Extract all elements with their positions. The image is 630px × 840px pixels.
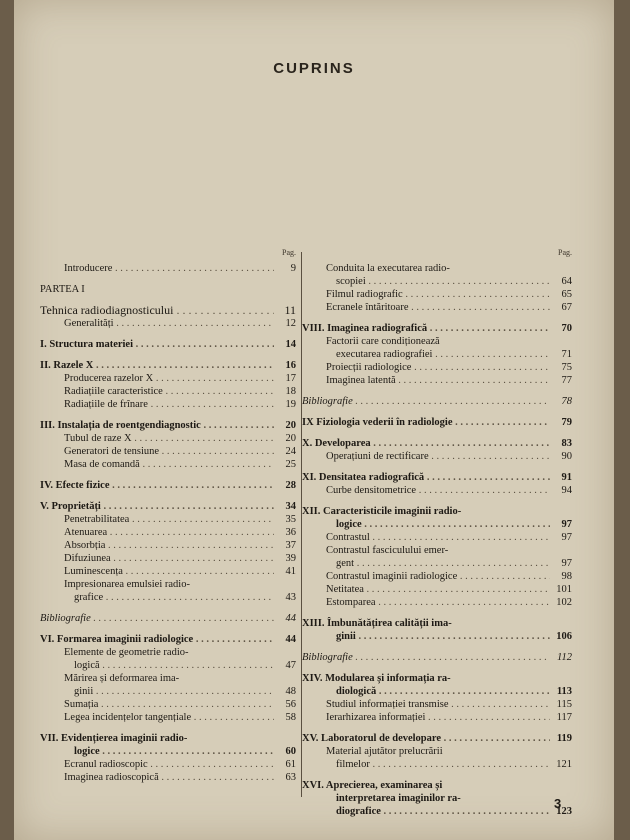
toc-entry — [302, 732, 572, 745]
toc-entry-title: Bibliografie . . . — [302, 395, 550, 408]
spacer — [302, 463, 572, 471]
toc-entry-title: IV. Efecte fizice . . . — [40, 479, 274, 492]
spacer — [302, 724, 572, 732]
toc-entry-title: Ecranul radioscopic . . . — [64, 758, 274, 771]
toc-entry — [40, 283, 296, 296]
toc-entry-title: Introducere . . . — [64, 262, 274, 275]
toc-entry-page: 41 — [285, 566, 296, 577]
toc-entry-title: XI. Densitatea radiografică . . . — [302, 471, 550, 484]
toc-entry — [302, 416, 572, 429]
toc-entry — [302, 395, 572, 408]
toc-entry-page: 94 — [561, 485, 572, 496]
toc-entry-title: Material ajutător prelucrării — [326, 746, 443, 757]
toc-entry-title: Elemente de geometrie radio- — [64, 647, 189, 658]
toc-entry-title: Factorii care condiționează — [326, 336, 440, 347]
toc-entry — [40, 539, 296, 552]
toc-entry-title: Tehnica radiodiagnosticului . . . — [40, 304, 274, 317]
toc-entry-title: Absorbția . . . — [64, 539, 274, 552]
toc-entry — [40, 612, 296, 625]
toc-entry-title: Ierarhizarea informației . . . — [326, 711, 550, 724]
toc-entry-title: interpretarea imaginilor ra- — [336, 793, 461, 804]
toc-entry — [40, 458, 296, 471]
toc-entry — [40, 317, 296, 330]
spacer — [40, 604, 296, 612]
toc-entry-title: logică . . . — [74, 659, 274, 672]
toc-entry-page: 91 — [561, 472, 572, 483]
toc-entry-title: XIII. Îmbunătățirea calității ima- — [302, 618, 452, 629]
spacer — [40, 724, 296, 732]
toc-entry — [302, 758, 572, 771]
toc-entry-page: 97 — [561, 532, 572, 543]
toc-entry — [302, 630, 572, 643]
toc-entry-page: 35 — [285, 514, 296, 525]
toc-entry-page: 24 — [285, 446, 296, 457]
toc-entry-page: 20 — [285, 433, 296, 444]
toc-entry — [302, 518, 572, 531]
toc-entry-title: III. Instalația de roentgendiagnostic . . . — [40, 419, 274, 432]
toc-entry — [40, 552, 296, 565]
toc-entry — [302, 505, 572, 518]
toc-entry-title: Contrastul fasciculului emer- — [326, 545, 449, 556]
toc-entry-page: 113 — [556, 686, 572, 697]
toc-entry — [40, 262, 296, 275]
toc-entry — [40, 758, 296, 771]
toc-entry — [40, 385, 296, 398]
toc-entry-title: Legea incidențelor tangențiale . . . — [64, 711, 274, 724]
toc-entry — [40, 526, 296, 539]
spacer — [40, 330, 296, 338]
toc-entry-page: 64 — [561, 276, 572, 287]
toc-entry-title: PARTEA I — [40, 284, 85, 295]
toc-entry — [40, 372, 296, 385]
toc-entry-title: Generalități . . . — [64, 317, 274, 330]
toc-entry-page: 11 — [284, 303, 296, 317]
toc-entry — [302, 583, 572, 596]
spacer — [40, 625, 296, 633]
toc-entry-page: 43 — [285, 592, 296, 603]
toc-entry-page: 63 — [285, 772, 296, 783]
toc-entry-title: Luminescența . . . — [64, 565, 274, 578]
toc-entry-title: IX Fiziologia vederii în radiologie . . . — [302, 416, 550, 429]
toc-entry — [302, 288, 572, 301]
toc-entry — [40, 698, 296, 711]
toc-entry — [302, 262, 572, 275]
toc-entry-page: 97 — [561, 558, 572, 569]
spacer — [40, 296, 296, 304]
toc-entry-title: Radiațiile caracteristice . . . — [64, 385, 274, 398]
toc-entry-page: 101 — [556, 584, 572, 595]
toc-entry-page: 71 — [561, 349, 572, 360]
toc-entry-page: 115 — [556, 699, 572, 710]
spacer — [40, 471, 296, 479]
toc-entry-title: Bibliografie . . . — [302, 651, 550, 664]
toc-entry-title: XVI. Aprecierea, examinarea și — [302, 780, 443, 791]
toc-entry-title: II. Razele X . . . — [40, 359, 274, 372]
toc-entry-page: 123 — [556, 806, 572, 817]
toc-entry — [302, 335, 572, 348]
toc-entry-page: 44 — [285, 634, 296, 645]
toc-entry-page: 9 — [290, 263, 296, 274]
spacer — [302, 664, 572, 672]
toc-entry — [40, 771, 296, 784]
toc-entry — [302, 792, 572, 805]
toc-entry-title: Mărirea și deformarea ima- — [64, 673, 180, 684]
toc-entry-page: 28 — [285, 480, 296, 491]
toc-entry-page: 106 — [556, 631, 572, 642]
toc-entry-page: 17 — [285, 373, 296, 384]
toc-entry — [302, 471, 572, 484]
spacer — [302, 387, 572, 395]
toc-entry-title: diografice . . . — [336, 805, 550, 818]
toc-entry-page: 83 — [561, 438, 572, 449]
toc-entry-title: Masa de comandă . . . — [64, 458, 274, 471]
spacer — [40, 275, 296, 283]
toc-entry — [40, 732, 296, 745]
toc-entry — [302, 450, 572, 463]
toc-entry-title: Conduita la executarea radio- — [326, 263, 450, 274]
toc-entry-page: 65 — [561, 289, 572, 300]
toc-entry — [302, 672, 572, 685]
toc-entry-page: 78 — [561, 396, 572, 407]
toc-entry-page: 34 — [285, 501, 296, 512]
toc-entry-title: XIV. Modularea și informația ra- — [302, 673, 451, 684]
spacer — [40, 492, 296, 500]
spacer — [302, 497, 572, 505]
toc-entry-page: 97 — [561, 519, 572, 530]
book-page — [14, 0, 614, 840]
toc-entry — [302, 348, 572, 361]
toc-entry — [302, 596, 572, 609]
toc-entry — [40, 304, 296, 317]
toc-entry-page: 37 — [285, 540, 296, 551]
toc-entry-title: V. Proprietăți . . . — [40, 500, 274, 513]
toc-entry — [302, 275, 572, 288]
toc-entry-title: Estomparea . . . — [326, 596, 550, 609]
toc-entry-page: 61 — [285, 759, 296, 770]
toc-entry-title: gent . . . — [336, 557, 550, 570]
toc-entry — [40, 633, 296, 646]
toc-entry — [40, 745, 296, 758]
toc-entry-page: 47 — [285, 660, 296, 671]
spacer — [302, 609, 572, 617]
toc-entry-page: 14 — [285, 339, 296, 350]
toc-entry — [40, 711, 296, 724]
page-column-label: Pag. — [558, 248, 572, 257]
toc-entry — [40, 432, 296, 445]
toc-left-column — [40, 248, 296, 784]
toc-entry — [40, 359, 296, 372]
toc-entry-title: X. Developarea . . . — [302, 437, 550, 450]
toc-entry-title: VII. Evidențierea imaginii radio- — [40, 733, 188, 744]
spacer — [302, 771, 572, 779]
toc-entry-title: Proiecții radiologice . . . — [326, 361, 550, 374]
toc-entry-title: I. Structura materiei . . . — [40, 338, 274, 351]
toc-entry — [40, 500, 296, 513]
toc-entry — [302, 805, 572, 818]
toc-entry — [40, 685, 296, 698]
toc-entry-title: ginii . . . — [336, 630, 550, 643]
spacer — [40, 411, 296, 419]
toc-entry — [302, 557, 572, 570]
toc-entry-page: 39 — [285, 553, 296, 564]
toc-entry — [302, 745, 572, 758]
page-column-label: Pag. — [282, 248, 296, 257]
toc-entry-title: Netitatea . . . — [326, 583, 550, 596]
toc-entry-title: Sumația . . . — [64, 698, 274, 711]
toc-entry-page: 48 — [285, 686, 296, 697]
toc-entry-page: 12 — [285, 318, 296, 329]
toc-entry-title: executarea radiografiei . . . — [336, 348, 550, 361]
toc-entry-title: Studiul informației transmise . . . — [326, 698, 550, 711]
toc-entry-title: Operațiuni de rectificare . . . — [326, 450, 550, 463]
toc-entry — [302, 617, 572, 630]
toc-entry-title: Producerea razelor X . . . — [64, 372, 274, 385]
toc-entry-title: Ecranele întăritoare . . . — [326, 301, 550, 314]
toc-entry-page: 112 — [557, 652, 572, 663]
toc-entry-title: VIII. Imaginea radiografică . . . — [302, 322, 550, 335]
page-number: 3 — [554, 796, 562, 811]
toc-entry-page: 117 — [556, 712, 572, 723]
toc-entry-title: Atenuarea . . . — [64, 526, 274, 539]
toc-entry-page: 70 — [561, 323, 572, 334]
spacer — [302, 408, 572, 416]
toc-entry-page: 56 — [285, 699, 296, 710]
spacer — [302, 429, 572, 437]
toc-entry-title: Difuziunea . . . — [64, 552, 274, 565]
toc-entry-title: Tubul de raze X . . . — [64, 432, 274, 445]
toc-entry — [302, 301, 572, 314]
toc-entry-title: Bibliografie . . . — [40, 612, 274, 625]
toc-entry-title: Penetrabilitatea . . . — [64, 513, 274, 526]
toc-entry — [302, 698, 572, 711]
toc-entry — [40, 338, 296, 351]
toc-entry — [302, 374, 572, 387]
toc-entry — [302, 484, 572, 497]
toc-entry — [40, 513, 296, 526]
toc-right-column — [302, 248, 572, 818]
page-title: CUPRINS — [273, 60, 355, 77]
toc-entry-page: 19 — [285, 399, 296, 410]
toc-entry-title: Contrastul imaginii radiologice . . . — [326, 570, 550, 583]
toc-entry-title: XII. Caracteristicile imaginii radio- — [302, 506, 462, 517]
toc-entry — [302, 779, 572, 792]
toc-entry-title: XV. Laboratorul de developare . . . — [302, 732, 550, 745]
toc-entry-title: ginii . . . — [74, 685, 274, 698]
toc-entry-title: VI. Formarea imaginii radiologice . . . — [40, 633, 274, 646]
toc-entry — [40, 646, 296, 659]
toc-entry-page: 60 — [285, 746, 296, 757]
toc-entry — [302, 361, 572, 374]
toc-entry — [302, 685, 572, 698]
toc-entry — [40, 659, 296, 672]
toc-entry-title: grafice . . . — [74, 591, 274, 604]
toc-entry — [40, 565, 296, 578]
toc-entry — [302, 544, 572, 557]
toc-entry-page: 98 — [561, 571, 572, 582]
toc-entry-title: Generatori de tensiune . . . — [64, 445, 274, 458]
toc-entry-title: Impresionarea emulsiei radio- — [64, 579, 190, 590]
toc-entry — [302, 651, 572, 664]
toc-entry — [40, 479, 296, 492]
toc-entry — [40, 591, 296, 604]
toc-entry-title: diologică . . . — [336, 685, 550, 698]
toc-entry-title: logice . . . — [74, 745, 274, 758]
toc-entry — [302, 531, 572, 544]
toc-entry-title: Contrastul . . . — [326, 531, 550, 544]
toc-entry-title: filmelor . . . — [336, 758, 550, 771]
toc-entry-title: Filmul radiografic . . . — [326, 288, 550, 301]
toc-entry — [40, 398, 296, 411]
toc-entry-page: 58 — [285, 712, 296, 723]
toc-entry — [40, 419, 296, 432]
toc-entry — [40, 672, 296, 685]
toc-entry — [302, 437, 572, 450]
toc-entry-page: 119 — [556, 733, 572, 744]
toc-entry-title: scopiei . . . — [336, 275, 550, 288]
spacer — [40, 351, 296, 359]
toc-entry-title: logice . . . — [336, 518, 550, 531]
toc-entry-page: 102 — [556, 597, 572, 608]
toc-entry — [302, 570, 572, 583]
toc-entry-page: 90 — [561, 451, 572, 462]
toc-entry — [302, 322, 572, 335]
toc-entry-title: Imaginea radioscopică . . . — [64, 771, 274, 784]
toc-entry-page: 44 — [285, 613, 296, 624]
toc-entry-title: Radiațiile de frînare . . . — [64, 398, 274, 411]
toc-entry-page: 121 — [556, 759, 572, 770]
toc-entry — [302, 711, 572, 724]
toc-entry-page: 25 — [285, 459, 296, 470]
toc-entry-page: 67 — [561, 302, 572, 313]
spacer — [302, 314, 572, 322]
toc-entry-page: 18 — [285, 386, 296, 397]
toc-entry-page: 36 — [285, 527, 296, 538]
toc-entry-page: 75 — [561, 362, 572, 373]
toc-entry-title: Curbe densitometrice . . . — [326, 484, 550, 497]
spacer — [302, 643, 572, 651]
toc-entry-page: 79 — [561, 417, 572, 428]
toc-entry — [40, 578, 296, 591]
toc-entry-title: Imaginea latentă . . . — [326, 374, 550, 387]
toc-entry-page: 77 — [561, 375, 572, 386]
toc-entry-page: 16 — [285, 360, 296, 371]
toc-entry — [40, 445, 296, 458]
toc-entry-page: 20 — [285, 420, 296, 431]
